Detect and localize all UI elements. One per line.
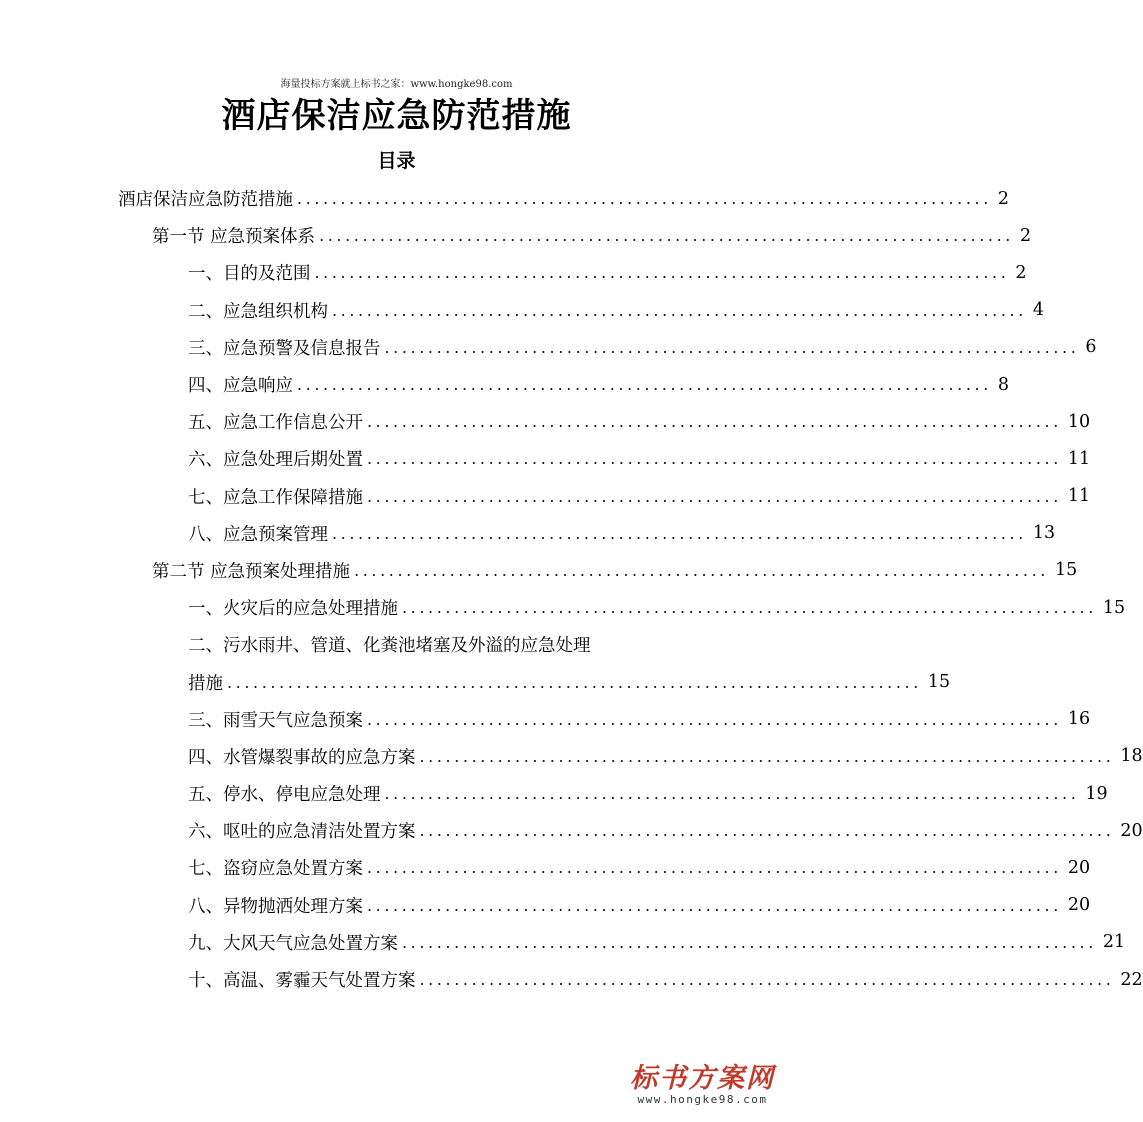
table-of-contents bbox=[118, 180, 1143, 998]
toc-entry-label: 酒店保洁应急防范措施 bbox=[118, 190, 293, 211]
toc-entry-label: 八、应急预案管理 bbox=[188, 524, 328, 545]
toc-entry-label: 九、大风天气应急处置方案 bbox=[188, 933, 398, 954]
toc-entry-label: 第一节 应急预案体系 bbox=[152, 227, 316, 248]
toc-entry-page: 15 bbox=[1054, 560, 1078, 581]
toc-entry-label: 一、火灾后的应急处理措施 bbox=[188, 599, 398, 620]
toc-entry[interactable] bbox=[118, 701, 1091, 738]
toc-leader-dots: ................................................................................ bbox=[384, 784, 1080, 804]
toc-leader-dots: ................................................................................ bbox=[354, 560, 1049, 580]
toc-leader-dots: ................................................................................ bbox=[332, 523, 1027, 543]
toc-leader-dots: ................................................................................ bbox=[367, 895, 1062, 915]
toc-entry-page: 11 bbox=[1067, 448, 1091, 469]
toc-entry[interactable] bbox=[118, 775, 1108, 812]
toc-entry-page: 11 bbox=[1067, 486, 1091, 507]
toc-entry[interactable] bbox=[118, 217, 1032, 254]
toc-entry-page: 20 bbox=[1067, 895, 1091, 916]
toc-leader-dots: ................................................................................ bbox=[367, 709, 1062, 729]
document-title: 酒店保洁应急防范措施 bbox=[221, 96, 572, 136]
toc-entry-page: 19 bbox=[1085, 783, 1108, 804]
toc-entry-label: 四、水管爆裂事故的应急方案 bbox=[188, 747, 416, 768]
toc-entry-wrapped-line[interactable] bbox=[118, 626, 674, 663]
toc-entry[interactable] bbox=[118, 961, 1143, 998]
toc-leader-dots: ................................................................................ bbox=[384, 337, 1080, 357]
toc-leader-dots: ................................................................................ bbox=[332, 300, 1027, 320]
toc-leader-dots: ................................................................................ bbox=[367, 412, 1062, 432]
toc-entry-label: 二、应急组织机构 bbox=[188, 301, 328, 322]
toc-entry-label: 五、应急工作信息公开 bbox=[188, 413, 363, 434]
toc-entry[interactable] bbox=[118, 329, 1097, 366]
toc-entry[interactable] bbox=[118, 812, 1143, 849]
toc-entry-label: 第二节 应急预案处理措施 bbox=[152, 561, 351, 582]
toc-entry[interactable] bbox=[118, 738, 1143, 775]
toc-entry-page: 6 bbox=[1085, 337, 1097, 358]
toc-entry-label: 八、异物抛洒处理方案 bbox=[188, 896, 363, 917]
toc-entry[interactable] bbox=[118, 254, 1027, 291]
toc-entry-page: 2 bbox=[1015, 262, 1027, 283]
toc-entry-label: 二、污水雨井、管道、化粪池堵塞及外溢的应急处理 bbox=[188, 636, 591, 657]
toc-entry-label: 四、应急响应 bbox=[188, 376, 293, 397]
toc-entry-page: 16 bbox=[1067, 709, 1091, 730]
toc-entry-label: 三、雨雪天气应急预案 bbox=[188, 710, 363, 731]
toc-entry-label: 六、呕吐的应急清洁处置方案 bbox=[188, 822, 416, 843]
toc-leader-dots: ................................................................................ bbox=[227, 672, 922, 692]
toc-entry-page: 18 bbox=[1120, 746, 1143, 767]
toc-entry[interactable] bbox=[118, 924, 1126, 961]
site-logo-watermark bbox=[630, 1056, 775, 1106]
toc-entry-label: 七、盗窃应急处置方案 bbox=[188, 859, 363, 880]
toc-leader-dots: ................................................................................ bbox=[367, 449, 1062, 469]
toc-leader-dots: ................................................................................ bbox=[419, 746, 1115, 766]
toc-entry-page: 22 bbox=[1120, 969, 1143, 990]
toc-leader-dots: ................................................................................ bbox=[297, 375, 992, 395]
toc-entry-page: 15 bbox=[1102, 597, 1126, 618]
toc-entry-label: 措施 bbox=[188, 673, 223, 694]
toc-entry-page: 8 bbox=[997, 374, 1010, 395]
toc-entry-label: 十、高温、雾霾天气处置方案 bbox=[188, 971, 416, 992]
toc-leader-dots: ................................................................................ bbox=[314, 263, 1010, 283]
toc-entry[interactable] bbox=[118, 663, 951, 700]
toc-entry[interactable] bbox=[118, 292, 1045, 329]
toc-leader-dots: ................................................................................ bbox=[419, 970, 1115, 990]
toc-entry-page: 20 bbox=[1067, 857, 1091, 878]
toc-entry-label: 六、应急处理后期处置 bbox=[188, 450, 363, 471]
toc-entry-page: 2 bbox=[997, 188, 1010, 209]
toc-entry[interactable] bbox=[118, 180, 1010, 217]
toc-entry-page: 2 bbox=[1019, 225, 1032, 246]
logo-url: www.hongke98.com bbox=[637, 1093, 768, 1106]
toc-leader-dots: ................................................................................ bbox=[419, 821, 1115, 841]
toc-entry[interactable] bbox=[118, 552, 1078, 589]
toc-entry[interactable] bbox=[118, 403, 1091, 440]
header-note: 海量投标方案就上标书之家：www.hongke98.com bbox=[280, 79, 513, 90]
toc-entry-label: 三、应急预警及信息报告 bbox=[188, 338, 381, 359]
toc-entry-page: 15 bbox=[927, 672, 951, 693]
toc-entry-page: 10 bbox=[1067, 411, 1091, 432]
toc-leader-dots: ................................................................................ bbox=[319, 226, 1014, 246]
toc-entry-label: 七、应急工作保障措施 bbox=[188, 487, 363, 508]
toc-entry[interactable] bbox=[118, 366, 1010, 403]
toc-entry[interactable] bbox=[118, 478, 1091, 515]
toc-leader-dots: ................................................................................ bbox=[402, 598, 1097, 618]
toc-entry[interactable] bbox=[118, 515, 1056, 552]
toc-entry[interactable] bbox=[118, 887, 1091, 924]
logo-text: 标书方案网 bbox=[630, 1063, 775, 1094]
toc-entry-page: 4 bbox=[1032, 300, 1045, 321]
toc-entry-label: 五、停水、停电应急处理 bbox=[188, 785, 381, 806]
toc-leader-dots: ................................................................................ bbox=[297, 189, 992, 209]
toc-heading: 目录 bbox=[377, 150, 416, 172]
toc-leader-dots: ................................................................................ bbox=[367, 858, 1062, 878]
toc-entry[interactable] bbox=[118, 589, 1126, 626]
toc-entry-page: 21 bbox=[1102, 932, 1126, 953]
toc-leader-dots: ................................................................................ bbox=[367, 486, 1062, 506]
toc-entry-label: 一、目的及范围 bbox=[188, 264, 311, 285]
toc-leader-dots: ................................................................................ bbox=[402, 932, 1097, 952]
toc-entry-page: 13 bbox=[1032, 523, 1056, 544]
toc-entry-page: 20 bbox=[1120, 820, 1143, 841]
toc-entry[interactable] bbox=[118, 849, 1091, 886]
toc-entry[interactable] bbox=[118, 440, 1091, 477]
